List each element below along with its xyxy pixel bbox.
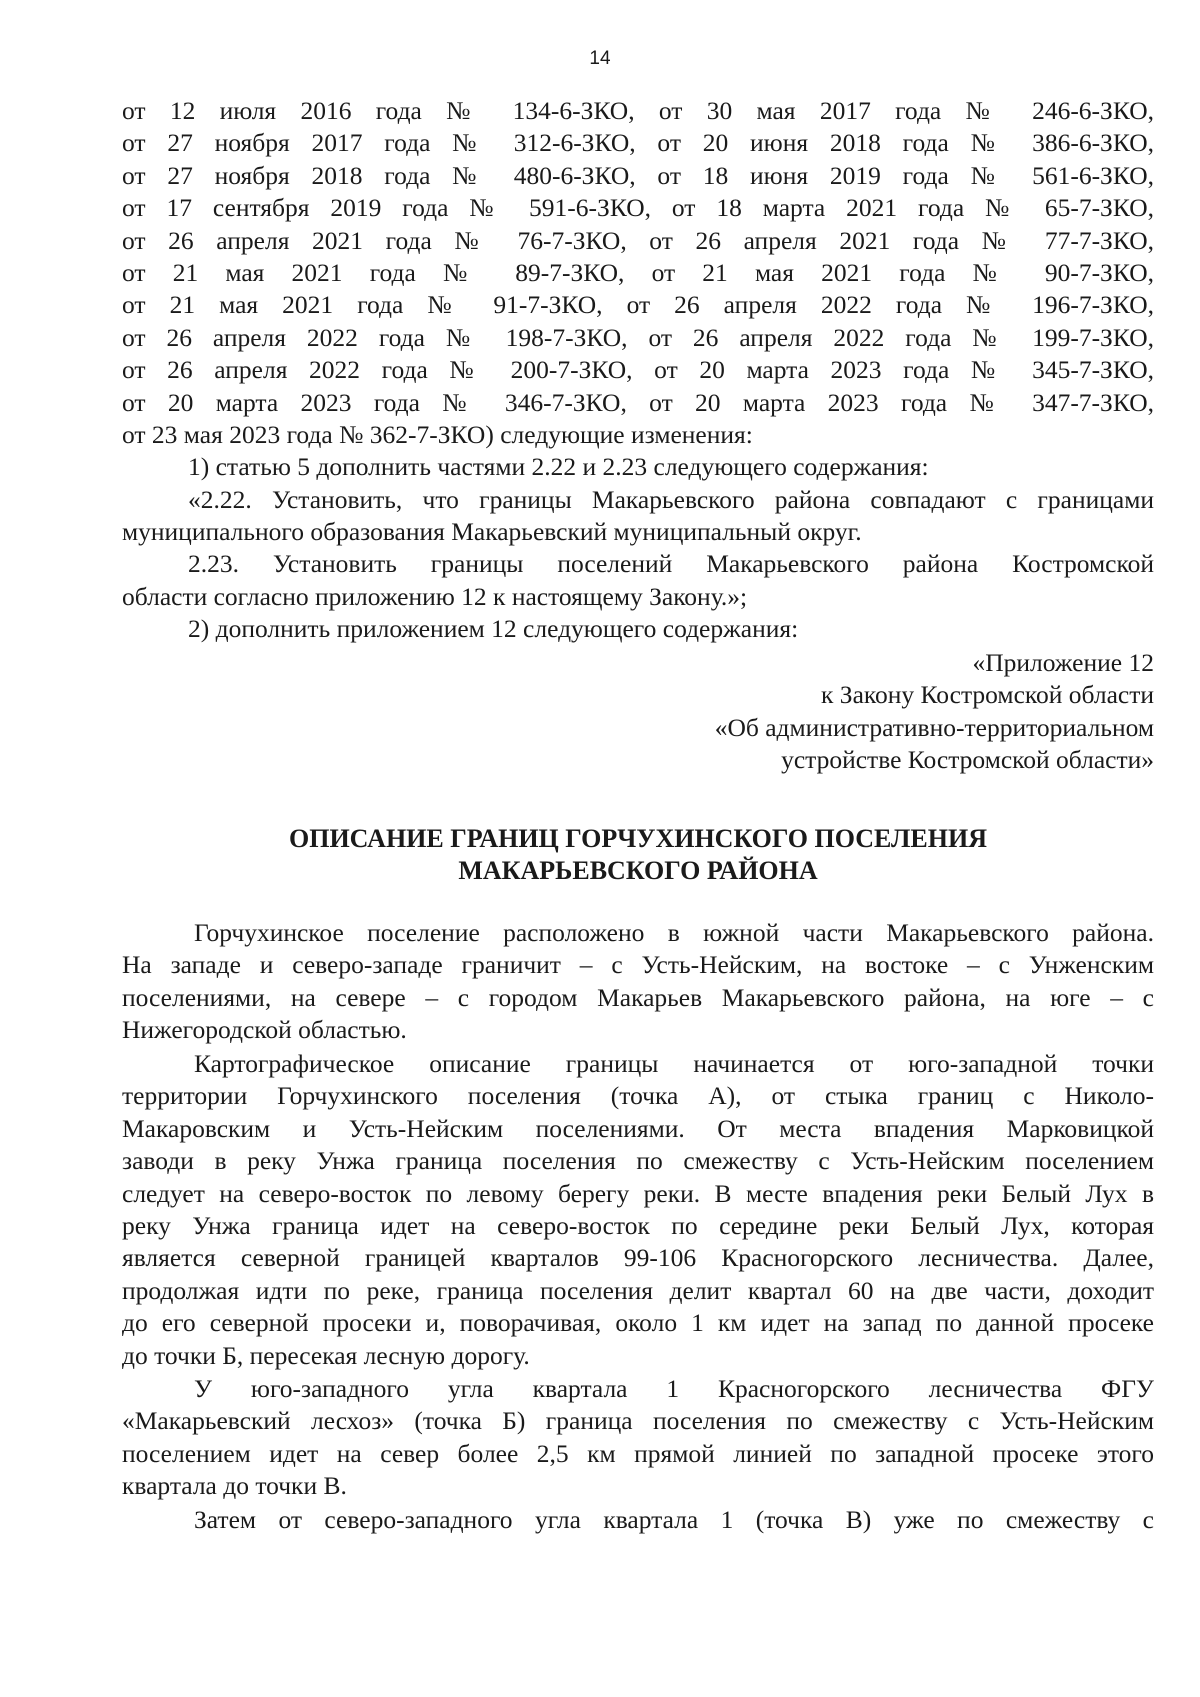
appendix-header-line: «Приложение 12 — [972, 648, 1154, 677]
text-line: от 27 ноября 2017 года № 312-6-ЗКО, от 20 июня 2018 года № 386-6-ЗКО, — [122, 128, 1154, 158]
text-line: Картографическое описание границы начинается от юго-западной точки — [194, 1049, 1154, 1078]
item-2: 2) дополнить приложением 12 следующего содержания: — [188, 614, 799, 644]
paragraph-2-22: «2.22. Установить, что границы Макарьевского района совпадают с границами — [188, 484, 1154, 514]
text-line: является северной границей кварталов 99-106 Красногорского лесничества. Далее, — [122, 1243, 1154, 1273]
text-line: Затем от северо-западного угла квартала 1 (точка В) уже по смежеству с — [194, 1505, 1154, 1534]
text-line: Горчухинское поселение расположено в южной части Макарьевского района. — [194, 918, 1154, 947]
text-line: квартала до точки В. — [122, 1471, 347, 1501]
text-line: заводи в реку Унжа граница поселения по смежеству с Усть-Нейским поселением — [122, 1146, 1154, 1176]
text-line: территории Горчухинского поселения (точка А), от стыка границ с Николо- — [122, 1081, 1154, 1111]
title-line: МАКАРЬЕВСКОГО РАЙОНА — [458, 856, 818, 885]
text-line: следует на северо-восток по левому берегу реки. В месте впадения реки Белый Лух в — [122, 1178, 1154, 1208]
text-line: от 12 июля 2016 года № 134-6-ЗКО, от 30 мая 2017 года № 246-6-ЗКО, — [122, 96, 1154, 125]
appendix-header — [122, 647, 1154, 777]
paragraph-3 — [122, 1373, 1154, 1503]
appendix-header-line: устройстве Костромской области» — [781, 745, 1154, 775]
text-line: муниципального образования Макарьевский муниципальный округ. — [122, 517, 862, 547]
text-line: от 21 мая 2021 года № 89-7-ЗКО, от 21 мая 2021 года № 90-7-ЗКО, — [122, 257, 1154, 287]
title-line: ОПИСАНИЕ ГРАНИЦ ГОРЧУХИНСКОГО ПОСЕЛЕНИЯ — [289, 824, 987, 853]
text-line: продолжая идти по реке, граница поселения делит квартал 60 на две части, доходит — [122, 1275, 1154, 1305]
text-line: реку Унжа граница идет на северо-восток по середине реки Белый Лух, которая — [122, 1210, 1154, 1240]
appendix-header-line: к Закону Костромской области — [821, 680, 1154, 710]
paragraph-2-23: 2.23. Установить границы поселений Макарьевского района Костромской — [188, 549, 1154, 579]
text-line: от 26 апреля 2021 года № 76-7-ЗКО, от 26 апреля 2021 года № 77-7-ЗКО, — [122, 225, 1154, 255]
text-line: Нижегородской областью. — [122, 1015, 407, 1045]
text-line: от 21 мая 2021 года № 91-7-ЗКО, от 26 апреля 2022 года № 196-7-ЗКО, — [122, 290, 1154, 320]
paragraph-1 — [122, 917, 1154, 1047]
text-line: от 23 мая 2023 года № 362-7-ЗКО) следующие изменения: — [122, 419, 753, 449]
appendix-header-line: «Об административно-территориальном — [714, 712, 1154, 742]
amendment-list — [122, 95, 1154, 646]
text-line: от 20 марта 2023 года № 346-7-ЗКО, от 20 марта 2023 года № 347-7-ЗКО, — [122, 387, 1154, 417]
text-line: «Макарьевский лесхоз» (точка Б) граница поселения по смежеству с Усть-Нейским — [122, 1406, 1154, 1436]
text-line: от 26 апреля 2022 года № 200-7-ЗКО, от 20 марта 2023 года № 345-7-ЗКО, — [122, 355, 1154, 385]
section-title — [122, 823, 1154, 887]
item-1: 1) статью 5 дополнить частями 2.22 и 2.23 следующего содержания: — [188, 452, 929, 482]
text-line: области согласно приложению 12 к настоящему Закону.»; — [122, 581, 748, 611]
paragraph-4 — [122, 1504, 1154, 1536]
text-line: поселениями, на севере – с городом Макарьев Макарьевского района, на юге – с — [122, 982, 1154, 1012]
text-line: от 26 апреля 2022 года № 198-7-ЗКО, от 26 апреля 2022 года № 199-7-ЗКО, — [122, 322, 1154, 352]
text-line: Макаровским и Усть-Нейским поселениями. От места впадения Марковицкой — [122, 1113, 1154, 1143]
page-number: 14 — [589, 48, 611, 69]
paragraph-2 — [122, 1048, 1154, 1372]
text-line: На западе и северо-западе граничит – с Усть-Нейским, на востоке – с Унженским — [122, 950, 1154, 980]
text-line: до его северной просеки и, поворачивая, около 1 км идет на запад по данной просеке — [122, 1308, 1154, 1338]
text-line: У юго-западного угла квартала 1 Красногорского лесничества ФГУ — [194, 1374, 1154, 1403]
text-line: поселением идет на север более 2,5 км прямой линией по западной просеке этого — [122, 1438, 1154, 1468]
text-line: от 17 сентября 2019 года № 591-6-ЗКО, от 18 марта 2021 года № 65-7-ЗКО, — [122, 193, 1154, 223]
text-line: от 27 ноября 2018 года № 480-6-ЗКО, от 18 июня 2019 года № 561-6-ЗКО, — [122, 160, 1154, 190]
text-line: до точки Б, пересекая лесную дорогу. — [122, 1340, 530, 1370]
